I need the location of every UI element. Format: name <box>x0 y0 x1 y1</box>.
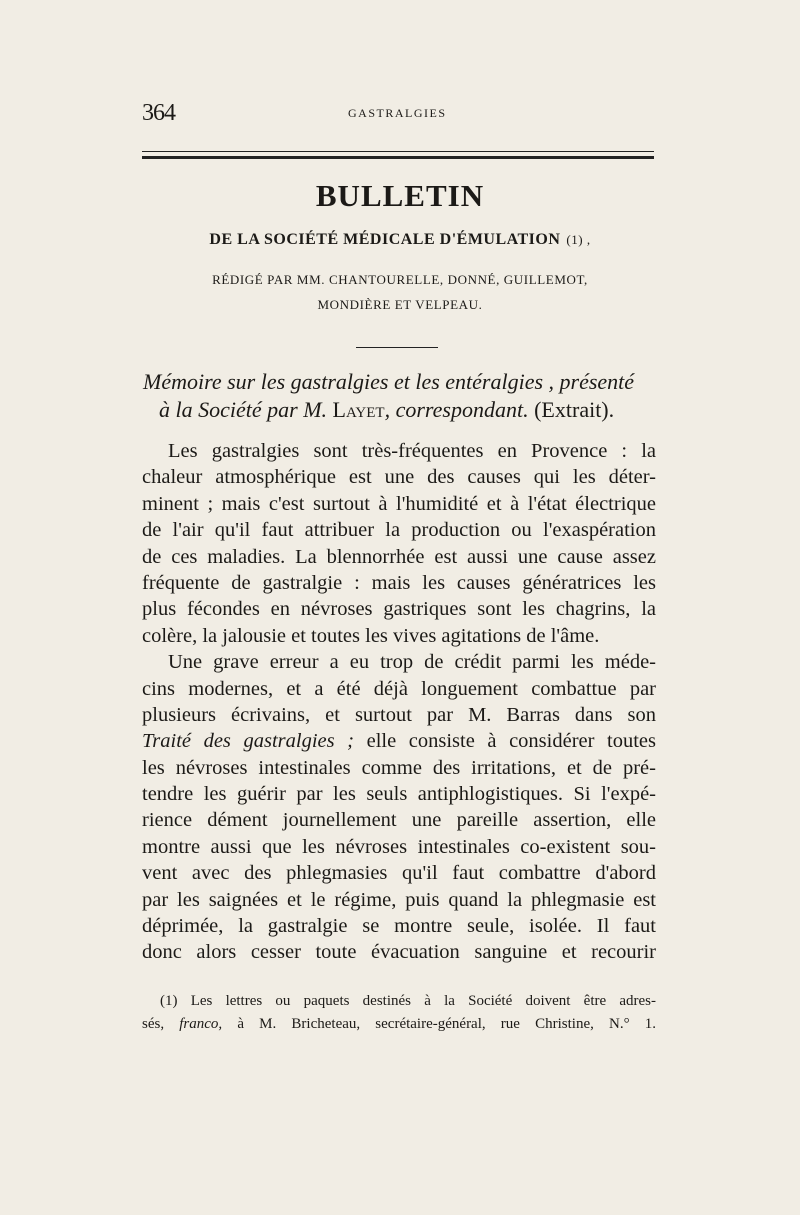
memoir-author: Layet <box>332 397 385 422</box>
text-line: tendre les guérir par les seuls antiphlogistiques. Si l'expé- <box>142 783 656 806</box>
running-head: GASTRALGIES <box>348 106 447 120</box>
memoir-title-text: à la Société par M. <box>159 397 328 422</box>
text-line: colère, la jalousie et toutes les vives agitations de l'âme. <box>142 624 600 647</box>
footnote-line-1: (1) Les lettres ou paquets destinés à la Société doivent être adres- <box>160 993 656 1009</box>
footnote-line-2 <box>142 1013 656 1036</box>
society-name: DE LA SOCIÉTÉ MÉDICALE D'ÉMULATION <box>209 231 561 248</box>
memoir-title-line-2 <box>143 396 658 424</box>
header-rule-thin <box>142 151 654 152</box>
page-number: 364 <box>142 100 175 126</box>
body-text <box>142 438 656 966</box>
footnote-text: sés, <box>142 1016 165 1032</box>
footnote-reference: (1) , <box>566 232 591 247</box>
text-line: plusieurs écrivains, et surtout par M. Barras dans son <box>142 703 656 726</box>
footnote-italic: franco, <box>179 1016 223 1032</box>
section-divider <box>356 347 438 348</box>
text-line <box>142 728 656 754</box>
text-line: de l'air qu'il faut attribuer la production ou l'exaspération <box>142 519 656 542</box>
header-rule-thick <box>142 156 654 159</box>
editors-line-1: RÉDIGÉ PAR MM. CHANTOURELLE, DONNÉ, GUILLEMOT, <box>212 272 588 287</box>
footnote <box>142 990 656 1036</box>
memoir-author-role: , correspondant. <box>384 397 529 422</box>
text-line: déprimée, la gastralgie se montre seule, isolée. Il faut <box>142 915 656 938</box>
book-title-italic: Traité des gastralgies ; <box>142 730 355 753</box>
page-header <box>142 100 657 130</box>
editors-line-2: MONDIÈRE ET VELPEAU. <box>317 297 483 312</box>
text-line: fréquente de gastralgie : mais les causes génératrices les <box>142 571 656 594</box>
memoir-extract-label: (Extrait). <box>534 397 615 422</box>
text-line: Une grave erreur a eu trop de crédit parmi les méde- <box>168 651 656 674</box>
text-line: cins modernes, et a été déjà longuement combattue par <box>142 677 656 700</box>
text-line: montre aussi que les névroses intestinales co-existent sou- <box>142 835 656 858</box>
text-line: par les saignées et le régime, puis quand la phlegmasie est <box>142 888 656 911</box>
text-fragment: elle consiste à considérer toutes <box>354 730 656 753</box>
text-line: donc alors cesser toute évacuation sanguine et recourir <box>142 941 656 964</box>
text-line: chaleur atmosphérique est une des causes qui les déter- <box>142 466 656 489</box>
text-line: les névroses intestinales comme des irritations, et de pré- <box>142 756 656 779</box>
society-heading <box>100 231 700 249</box>
memoir-title-line-1: Mémoire sur les gastralgies et les entéralgies , présenté <box>143 369 635 394</box>
text-line: rience dément journellement une pareille assertion, elle <box>142 809 656 832</box>
text-line: vent avec des phlegmasies qu'il faut combattre d'abord <box>142 862 656 885</box>
text-line: plus fécondes en névroses gastriques sont les chagrins, la <box>142 598 656 621</box>
text-line: de ces maladies. La blennorrhée est aussi une cause assez <box>142 545 656 568</box>
footnote-address: à M. Bricheteau, secrétaire-général, rue Christine, N.° 1. <box>237 1016 657 1032</box>
bulletin-title: BULLETIN <box>315 178 485 213</box>
text-line: Les gastralgies sont très-fréquentes en Provence : la <box>168 440 656 462</box>
text-line: minent ; mais c'est surtout à l'humidité et à l'état électrique <box>142 492 656 515</box>
memoir-title <box>143 368 658 424</box>
